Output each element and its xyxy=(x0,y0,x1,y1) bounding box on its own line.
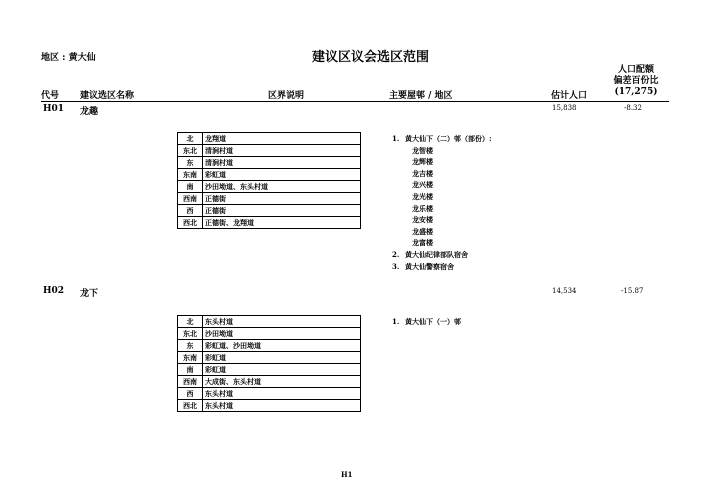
boundary-direction: 西 xyxy=(178,205,203,217)
region-label: 地区 : 黄大仙 xyxy=(41,53,96,63)
boundary-direction: 南 xyxy=(178,364,203,376)
area-text: 黄大仙下（二）邨（部份）: xyxy=(405,134,492,143)
boundary-row xyxy=(178,157,361,169)
area-item xyxy=(392,261,492,273)
deviation-header-line2: 偏差百份比 xyxy=(613,76,659,86)
area-item xyxy=(392,249,492,261)
boundary-road: 彩虹道 xyxy=(203,169,361,181)
population-h02: 14,534 xyxy=(552,287,577,295)
boundary-road: 正德街、龙翔道 xyxy=(203,217,361,229)
boundary-road: 龙翔道 xyxy=(203,133,361,145)
boundary-table-h01 xyxy=(177,132,361,229)
boundary-direction: 东南 xyxy=(178,169,203,181)
population-h01: 15,838 xyxy=(552,104,577,112)
boundary-direction: 西南 xyxy=(178,376,203,388)
area-number: 1. xyxy=(392,317,400,326)
area-subitem: 龙智楼 xyxy=(412,145,433,155)
boundary-row xyxy=(178,364,361,376)
area-item xyxy=(392,133,492,145)
area-item xyxy=(392,316,461,328)
area-subitem: 龙辉楼 xyxy=(412,157,433,167)
areas-list-h01 xyxy=(392,133,492,272)
boundary-road: 沙田坳道 xyxy=(203,328,361,340)
page-number: H1 xyxy=(341,470,353,479)
boundary-road: 清涧村道 xyxy=(203,145,361,157)
area-text: 黄大仙下（一）邨 xyxy=(405,317,461,326)
boundary-direction: 北 xyxy=(178,133,203,145)
boundary-direction: 东 xyxy=(178,340,203,352)
boundary-row xyxy=(178,169,361,181)
boundary-direction: 东南 xyxy=(178,352,203,364)
boundary-row xyxy=(178,205,361,217)
boundary-road: 正德街 xyxy=(203,205,361,217)
boundary-row xyxy=(178,400,361,412)
area-subitem: 龙光楼 xyxy=(412,191,433,201)
boundary-road: 大成街、东头村道 xyxy=(203,376,361,388)
boundary-road: 东头村道 xyxy=(203,316,361,328)
boundary-row xyxy=(178,145,361,157)
boundary-road: 正德街 xyxy=(203,193,361,205)
boundary-direction: 东北 xyxy=(178,145,203,157)
boundary-row xyxy=(178,388,361,400)
deviation-header-line3: (17,275) xyxy=(614,87,658,97)
boundary-road: 彩虹道 xyxy=(203,364,361,376)
boundary-road: 东头村道 xyxy=(203,388,361,400)
area-subitem: 龙兴楼 xyxy=(412,180,433,190)
boundary-direction: 东 xyxy=(178,157,203,169)
district-name-h01: 龙趣 xyxy=(80,107,99,117)
area-text: 黄大仙纪律部队宿舍 xyxy=(405,249,468,259)
boundary-road: 彩虹道 xyxy=(203,352,361,364)
boundary-direction: 西 xyxy=(178,388,203,400)
area-subitem: 龙乐楼 xyxy=(412,203,433,213)
deviation-h02: -15.87 xyxy=(621,287,644,295)
column-header-deviation xyxy=(602,65,670,98)
column-header-name: 建议选区名称 xyxy=(80,91,135,101)
district-code-h02: H02 xyxy=(43,286,65,296)
boundary-road: 清涧村道 xyxy=(203,157,361,169)
boundary-table-h02 xyxy=(177,315,361,412)
area-number: 3. xyxy=(392,261,400,271)
column-header-areas: 主要屋邨 / 地区 xyxy=(389,91,453,101)
header-divider xyxy=(41,101,669,102)
district-code-h01: H01 xyxy=(43,104,65,114)
boundary-direction: 西南 xyxy=(178,193,203,205)
area-number: 1. xyxy=(392,134,400,143)
boundary-direction: 东北 xyxy=(178,328,203,340)
deviation-h01: -8.32 xyxy=(624,104,642,112)
boundary-road: 彩虹道、沙田坳道 xyxy=(203,340,361,352)
boundary-direction: 西北 xyxy=(178,400,203,412)
deviation-header-line1: 人口配额 xyxy=(617,65,654,75)
boundary-row xyxy=(178,328,361,340)
boundary-row xyxy=(178,316,361,328)
page-title: 建议区议会选区范围 xyxy=(312,50,430,65)
area-subitem: 龙安楼 xyxy=(412,215,433,225)
column-header-population: 估计人口 xyxy=(551,91,588,101)
area-text: 黄大仙警察宿舍 xyxy=(405,261,454,271)
boundary-row xyxy=(178,193,361,205)
column-header-boundary: 区界说明 xyxy=(268,91,305,101)
boundary-row xyxy=(178,217,361,229)
area-subitem: 龙吉楼 xyxy=(412,168,433,178)
column-header-code: 代号 xyxy=(41,91,60,101)
boundary-direction: 北 xyxy=(178,316,203,328)
boundary-row xyxy=(178,340,361,352)
area-number: 2. xyxy=(392,249,400,259)
boundary-row xyxy=(178,181,361,193)
boundary-road: 东头村道 xyxy=(203,400,361,412)
boundary-road: 沙田坳道、东头村道 xyxy=(203,181,361,193)
boundary-row xyxy=(178,133,361,145)
boundary-direction: 西北 xyxy=(178,217,203,229)
boundary-row xyxy=(178,352,361,364)
area-subitem: 龙富楼 xyxy=(412,238,433,248)
areas-list-h02 xyxy=(392,316,461,328)
area-subitem: 龙盛楼 xyxy=(412,226,433,236)
boundary-direction: 南 xyxy=(178,181,203,193)
boundary-row xyxy=(178,376,361,388)
district-name-h02: 龙下 xyxy=(80,289,99,299)
